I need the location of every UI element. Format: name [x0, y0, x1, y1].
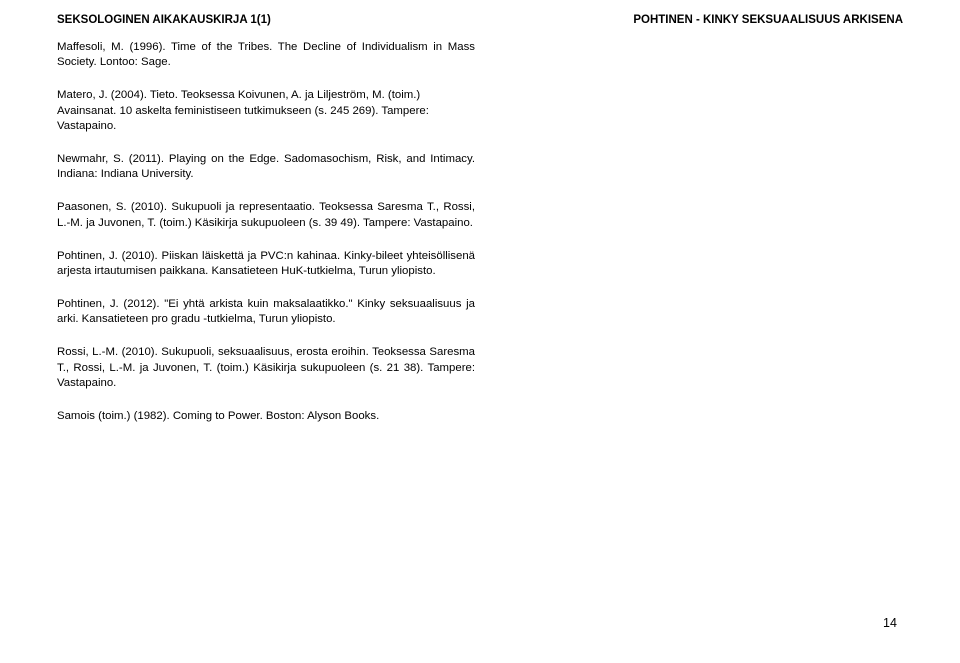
reference-entry-newmahr: Newmahr, S. (2011). Playing on the Edge. Sadomasochism, Risk, and Intimacy. Indiana: Indiana University.: [57, 153, 475, 181]
running-title: POHTINEN - KINKY SEKSUAALISUUS ARKISENA: [633, 14, 903, 26]
reference-entry-matero: Matero, J. (2004). Tieto. Teoksessa Koivunen, A. ja Liljeström, M. (toim.) Avainsanat. 10 askelta feministiseen tutkimukseen (s. 245 269). Tampere: Vastapaino.: [57, 89, 429, 133]
reference-entry-pohtinen-2010: Pohtinen, J. (2010). Piiskan läiskettä ja PVC:n kahinaa. Kinky-bileet yhteisöllisenä arjesta irtautumisen paikkana. Kansatieteen HuK-tutkielma, Turun yliopisto.: [57, 249, 475, 278]
reference-list: [57, 40, 475, 442]
reference-entry-rossi: Rossi, L.-M. (2010). Sukupuoli, seksuaalisuus, erosta eroihin. Teoksessa Saresma T., Rossi, L.-M. ja Juvonen, T. (toim.) Käsikirja sukupuoleen (s. 21 38). Tampere: Vastapaino.: [57, 346, 475, 390]
reference-entry-maffesoli: Maffesoli, M. (1996). Time of the Tribes. The Decline of Individualism in Mass Society. Lontoo: Sage.: [57, 41, 475, 69]
page-number: 14: [883, 616, 897, 630]
reference-entry-paasonen: Paasonen, S. (2010). Sukupuoli ja representaatio. Teoksessa Saresma T., Rossi, L.-M. ja Juvonen, T. (toim.) Käsikirja sukupuoleen (s. 39 49). Tampere: Vastapaino.: [57, 201, 475, 229]
journal-title: SEKSOLOGINEN AIKAKAUSKIRJA 1(1): [57, 14, 271, 26]
reference-entry-samois: Samois (toim.) (1982). Coming to Power. Boston: Alyson Books.: [57, 410, 380, 422]
reference-entry-pohtinen-2012: Pohtinen, J. (2012). "Ei yhtä arkista kuin maksalaatikko." Kinky seksuaalisuus ja arki. Kansatieteen pro gradu -tutkielma, Turun yliopisto.: [57, 297, 475, 326]
